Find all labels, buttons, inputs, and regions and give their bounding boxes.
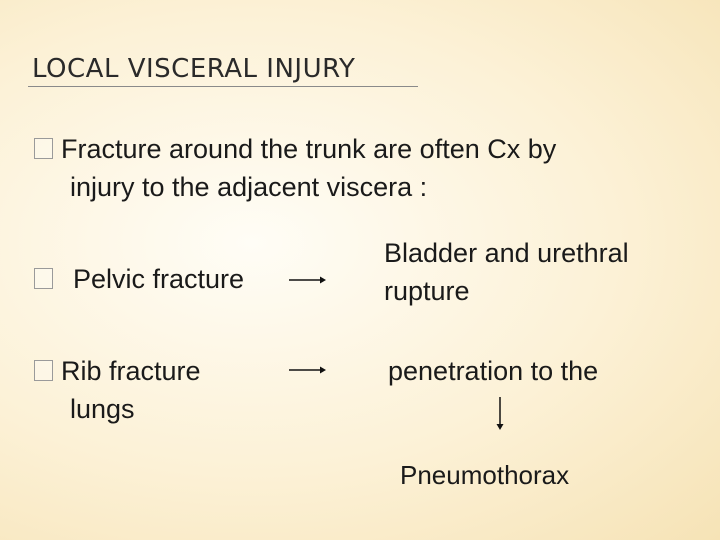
- right-arrow-icon: [288, 364, 328, 376]
- rib-fracture-label: Rib fracture: [61, 356, 201, 386]
- intro-text-2: injury to the adjacent viscera :: [70, 172, 428, 202]
- pelvic-fracture-label: Pelvic fracture: [73, 264, 245, 294]
- bullet-box-icon: [34, 138, 53, 159]
- right-arrow-icon: [288, 274, 328, 286]
- intro-text-1: Fracture around the trunk are often Cx by: [61, 134, 557, 164]
- intro-line-1: [34, 134, 556, 165]
- pneumothorax-label: Pneumothorax: [400, 460, 570, 490]
- down-arrow-icon: [493, 396, 507, 432]
- lungs-label: lungs: [70, 394, 135, 424]
- pelvic-row: [34, 264, 244, 295]
- slide-title: LOCAL VISCERAL INJURY: [32, 54, 356, 84]
- penetration-label: penetration to the: [388, 356, 599, 386]
- bladder-rupture-line-1: Bladder and urethral: [384, 238, 629, 268]
- bladder-rupture-line-2: rupture: [384, 276, 470, 306]
- bullet-box-icon: [34, 360, 53, 381]
- title-underline: [28, 86, 418, 87]
- rib-row: [34, 356, 201, 387]
- bullet-box-icon: [34, 268, 53, 289]
